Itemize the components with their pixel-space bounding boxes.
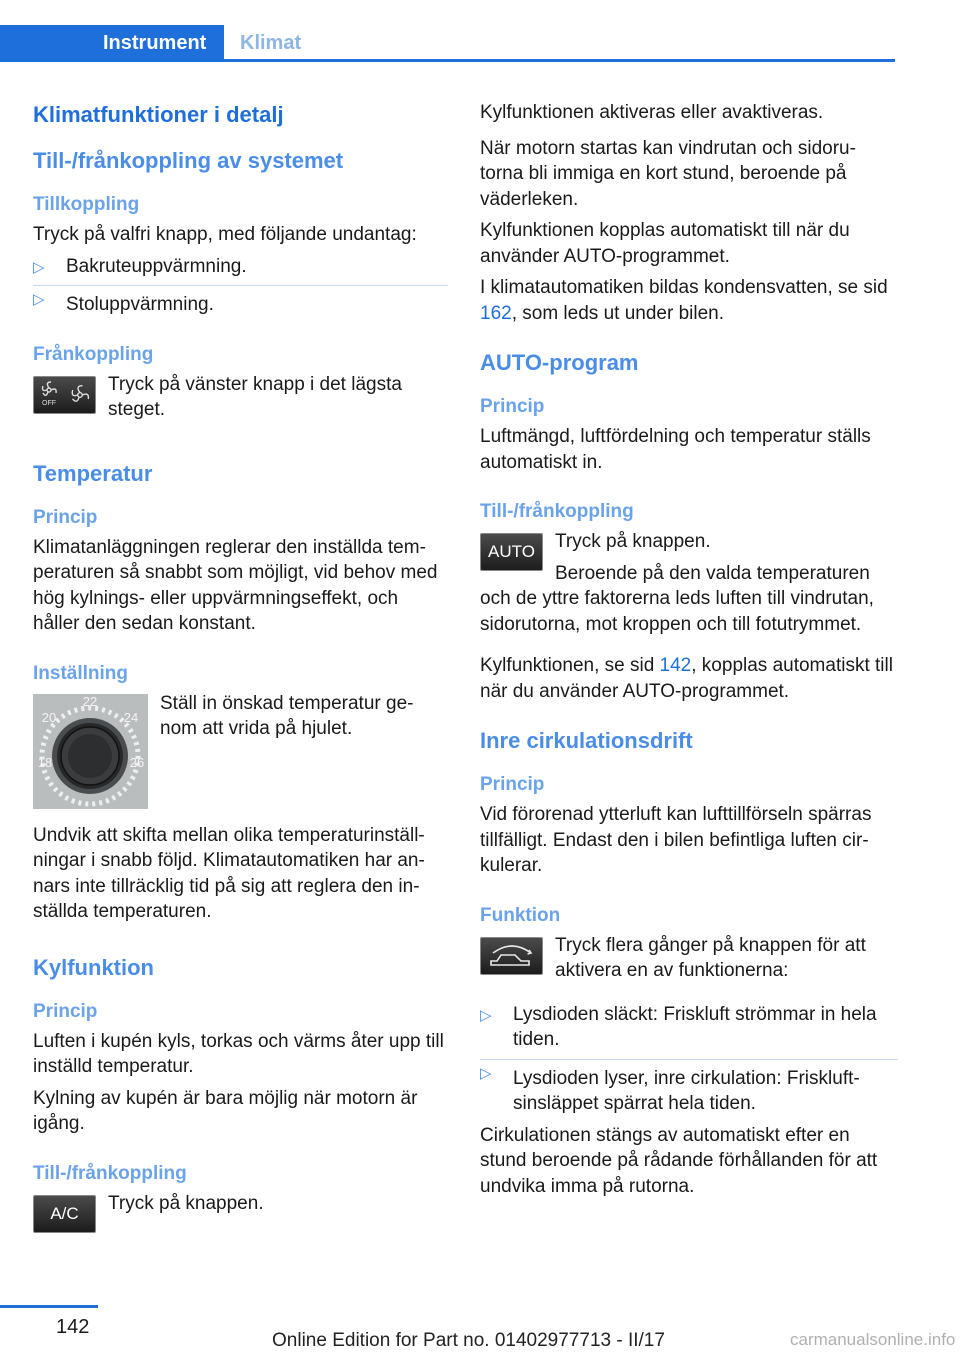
list-item: ▷ Lysdioden släckt: Friskluft strömmar in hela tiden. — [480, 1003, 877, 1050]
auto-onoff-text-1: Tryck på knappen. — [555, 531, 711, 552]
auto-cooling-text: Kylfunktionen, se sid 142, kopplas automatiskt till när du använder AUTO-programmet. — [480, 655, 893, 702]
fan-off-button-image — [33, 376, 96, 414]
auto-onoff-text-2: Beroende på den valda temperaturen och de yttre faktorerna leds luften till vindrutan, sidorutorna, mot kroppen och till fotutrymmet. — [480, 562, 874, 635]
list-item: ▷ Stoluppvärmning. — [33, 285, 448, 318]
temperature-heading: Temperatur — [33, 460, 153, 486]
temperature-setting-text: Ställ in önskad temperatur ge-nom att vrida på hjulet. — [160, 692, 414, 739]
exception-list — [33, 254, 448, 318]
bullet-triangle-icon: ▷ — [480, 1064, 492, 1082]
list-item: ▷ Bakruteuppvärmning. — [33, 254, 448, 280]
left-column — [33, 100, 448, 1233]
tab-instrument[interactable]: Instrument — [0, 25, 224, 62]
recirc-principle-text: Vid förorenad ytterluft kan lufttillförseln spärras tillfälligt. Endast den i bilen befintliga luften cir-kulerar. — [480, 804, 872, 876]
bullet-triangle-icon: ▷ — [33, 291, 45, 308]
watermark: carmanualsonline.info — [790, 1330, 956, 1349]
cooling-cont-text-2: När motorn startas kan vindrutan och sidoru-torna bli immiga en kort stund, beroende på väderleken. — [480, 137, 856, 210]
cooling-cont-text-3: Kylfunktionen kopplas automatiskt till när du använder AUTO-programmet. — [480, 220, 850, 267]
section-title: Klimatfunktioner i detalj — [33, 102, 284, 127]
ac-button-label: A/C — [50, 1203, 79, 1223]
chapter-tab-bar — [0, 25, 895, 62]
fan-icon — [35, 378, 95, 412]
cooling-onoff-text: Tryck på knappen. — [108, 1192, 264, 1214]
auto-principle-text: Luftmängd, luftfördelning och temperatur ställs automatiskt in. — [480, 426, 871, 473]
recirc-function-heading: Funktion — [480, 904, 561, 926]
svg-text:26: 26 — [129, 754, 145, 770]
recirc-heading: Inre cirkulationsdrift — [480, 728, 693, 753]
switch-off-heading: Frånkoppling — [33, 343, 154, 365]
svg-text:OFF: OFF — [41, 399, 56, 407]
page-link-162[interactable]: 162 — [480, 302, 512, 324]
svg-text:18: 18 — [37, 754, 53, 770]
svg-text:20: 20 — [41, 709, 57, 725]
right-column — [480, 100, 898, 1205]
page-number: 142 — [56, 1316, 90, 1338]
temperature-dial-icon — [33, 694, 148, 809]
page-link-142[interactable]: 142 — [659, 655, 692, 676]
recirc-closing-text: Cirkulationen stängs av automatiskt efter en stund beroende på rådande förhållanden för att undvika imma på rutorna. — [480, 1124, 878, 1197]
auto-heading: AUTO-program — [480, 350, 639, 375]
cooling-principle-text-2: Kylning av kupén är bara möjlig när motorn är igång. — [33, 1087, 418, 1134]
temperature-dial-image — [33, 694, 148, 809]
bullet-triangle-icon: ▷ — [480, 1006, 492, 1024]
recirc-principle-heading: Princip — [480, 774, 545, 795]
cooling-onoff-heading: Till-/frånkoppling — [33, 1162, 187, 1184]
recirculation-button-image — [480, 937, 543, 975]
switch-on-text: Tryck på valfri knapp, med följande undantag: — [33, 224, 417, 245]
recirculation-icon — [483, 941, 541, 971]
temperature-principle-text: Klimatanläggningen reglerar den inställda tem-peraturen så snabbt som möjligt, vid behov med hög kylnings- eller uppvärmningseffekt, och håller den sedan konstant. — [33, 536, 438, 634]
temperature-principle-heading: Princip — [33, 506, 98, 528]
footer-rule — [0, 1305, 98, 1308]
cooling-cont-text-1: Kylfunktionen aktiveras eller avaktiveras. — [480, 102, 824, 123]
recirc-option-list — [480, 1002, 898, 1117]
temperature-setting-heading: Inställning — [33, 662, 128, 684]
temperature-note-text: Undvik att skifta mellan olika temperaturinställ-ningar i snabb följd. Klimatautomatiken har an-nars inte tillräcklig tid på sig att reglera den in-ställda temperaturen. — [33, 824, 425, 922]
recirc-function-text: Tryck flera gånger på knappen för att aktivera en av funktionerna: — [555, 934, 866, 981]
cooling-principle-text-1: Luften i kupén kyls, torkas och värms åter upp till inställd temperatur. — [33, 1030, 444, 1077]
list-item: ▷ Lysdioden lyser, inre cirkulation: Friskluft-sinsläppet spärrat hela tiden. — [480, 1059, 898, 1117]
cooling-heading: Kylfunktion — [33, 954, 154, 980]
switch-off-text: Tryck på vänster knapp i det lägsta steget. — [108, 373, 402, 420]
onoff-system-heading: Till-/frånkoppling av systemet — [33, 148, 344, 173]
auto-principle-heading: Princip — [480, 396, 545, 417]
svg-text:24: 24 — [123, 709, 139, 725]
cooling-cont-text-4: I klimatautomatiken bildas kondensvatten, se sid 162, som leds ut under bilen. — [480, 277, 888, 324]
svg-text:22: 22 — [82, 693, 98, 709]
tab-klimat[interactable]: Klimat — [240, 32, 302, 54]
bullet-triangle-icon: ▷ — [33, 258, 45, 276]
cooling-principle-heading: Princip — [33, 1000, 98, 1022]
edition-note: Online Edition for Part no. 01402977713 - II/17 — [272, 1330, 665, 1351]
auto-button-label: AUTO — [488, 542, 535, 561]
switch-on-heading: Tillkoppling — [33, 194, 140, 215]
ac-button-image — [33, 1195, 96, 1233]
auto-onoff-heading: Till-/frånkoppling — [480, 501, 634, 522]
auto-button-image — [480, 533, 543, 571]
